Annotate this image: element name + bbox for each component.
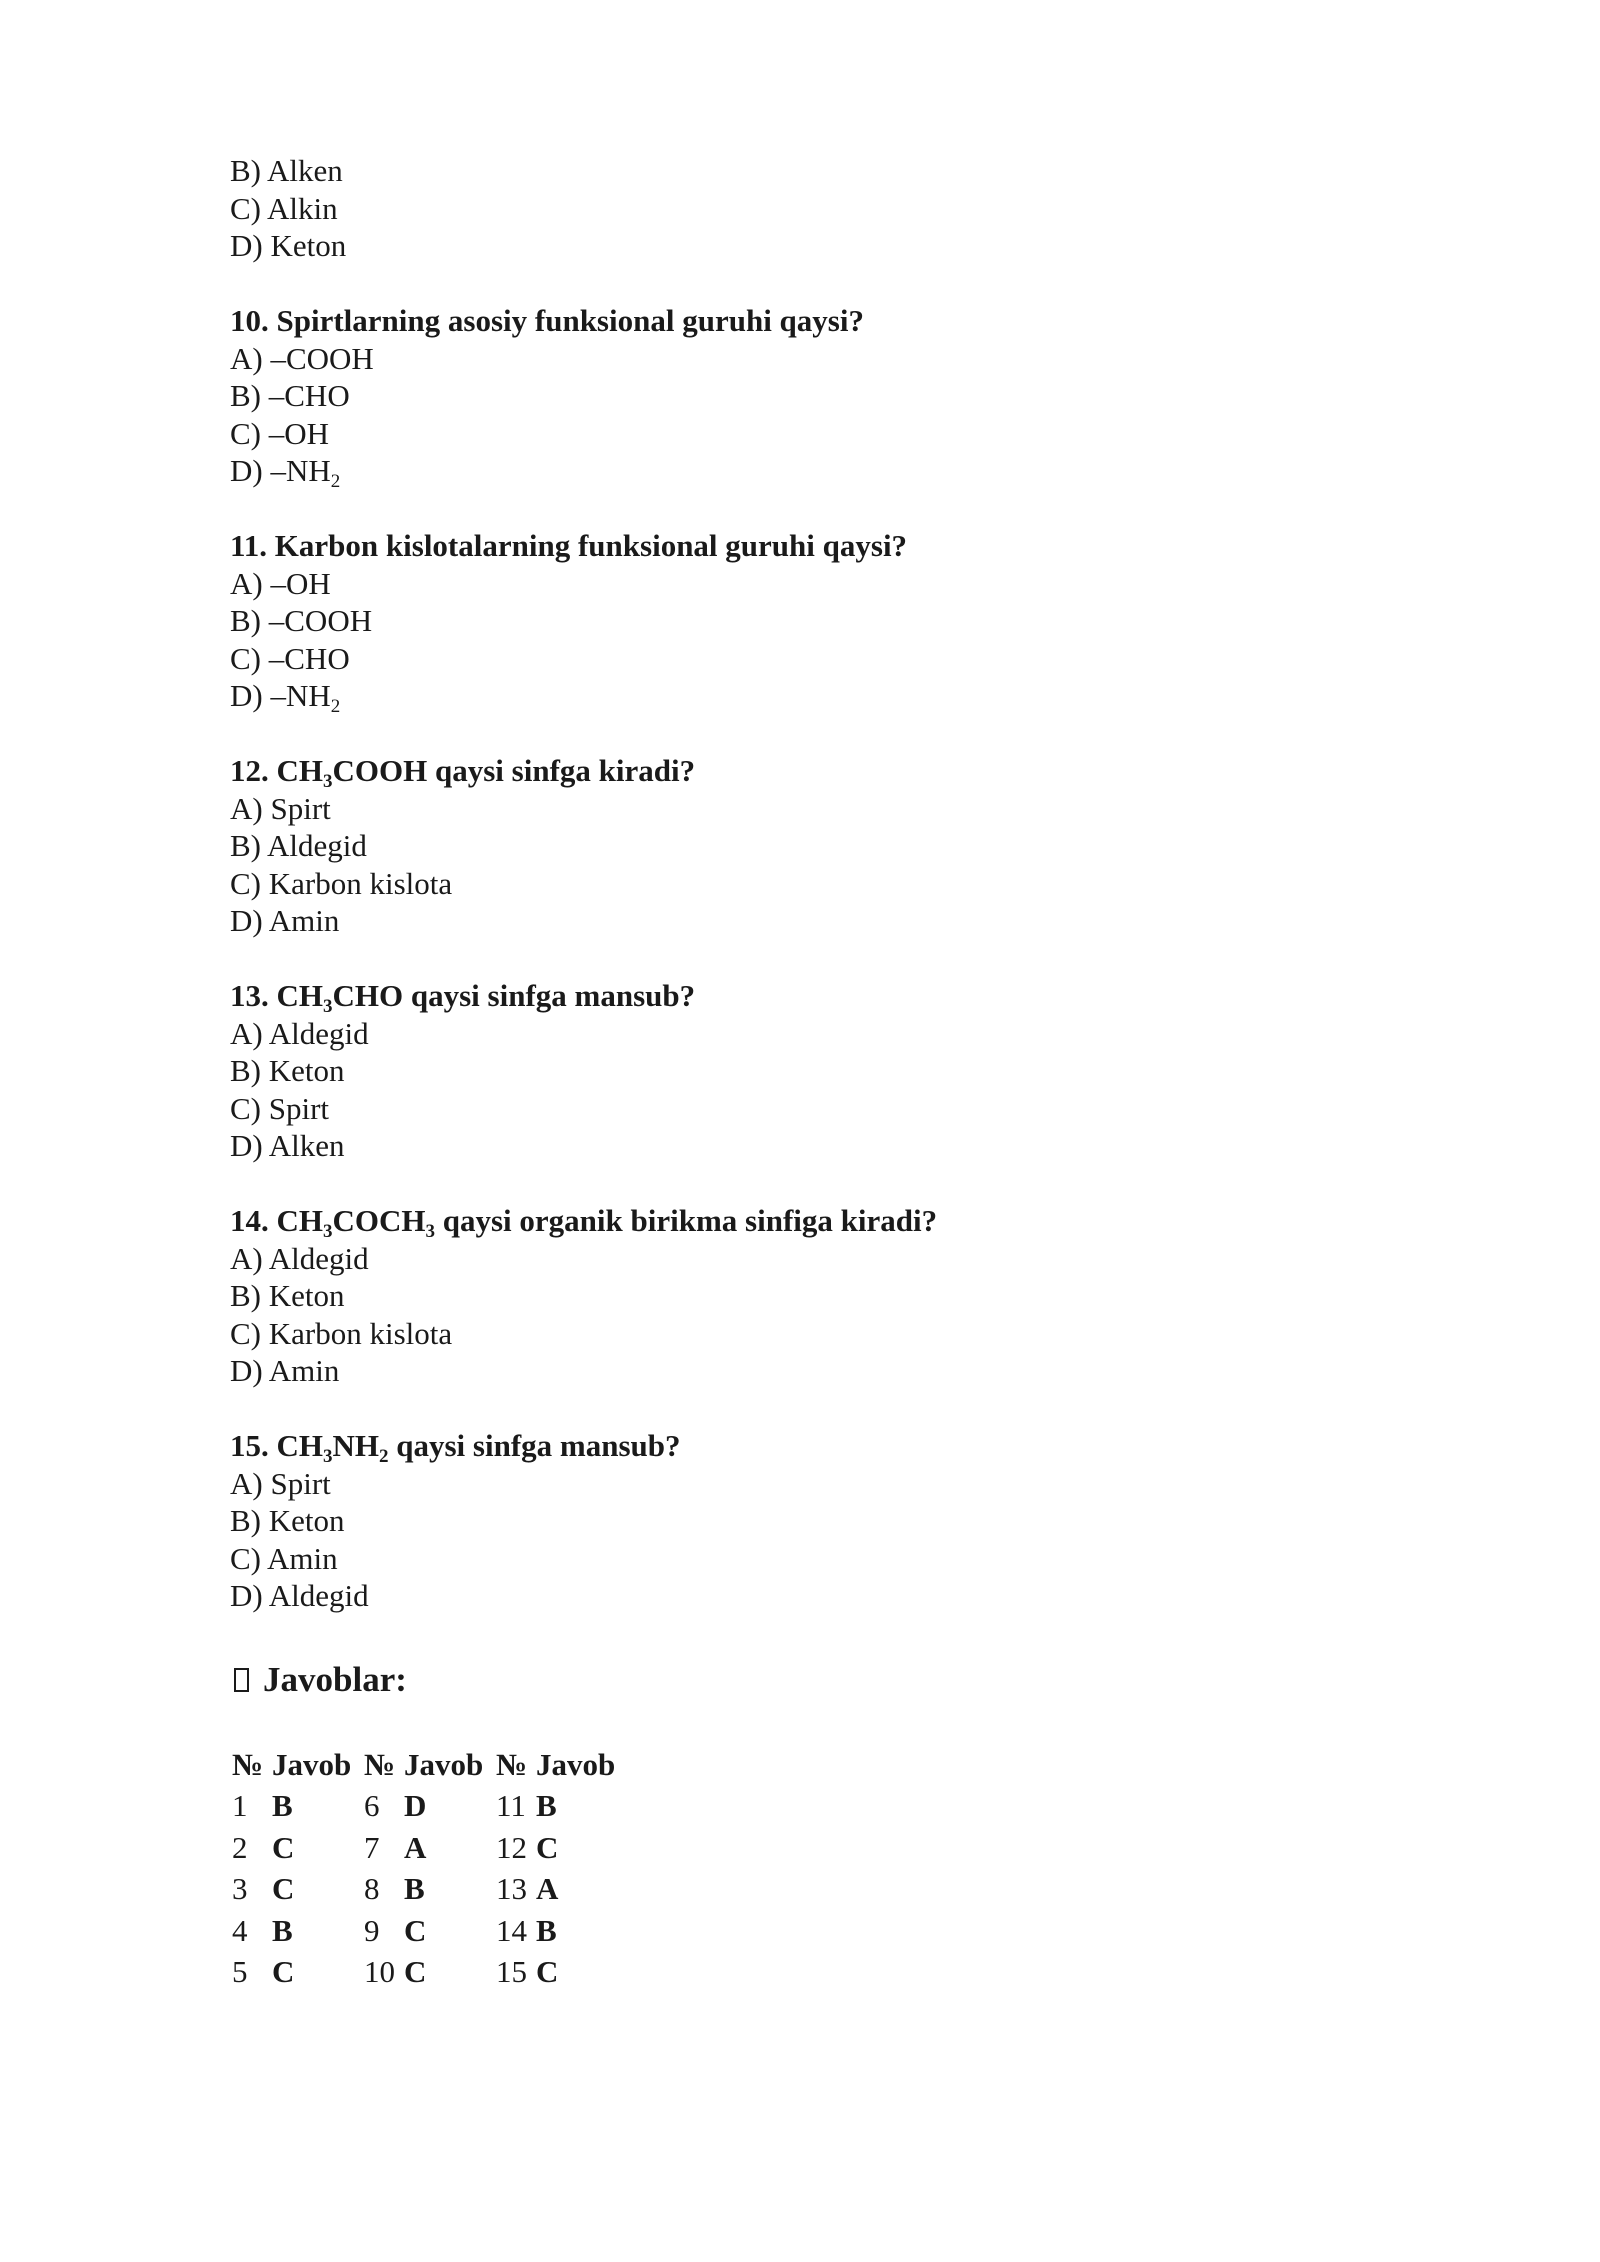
option: A) Aldegid [230, 1015, 369, 1051]
question-number-cell: 12 [496, 1829, 527, 1865]
question-title [230, 1427, 1430, 1465]
question-number: 12. [230, 753, 269, 788]
answer-cell: B [536, 1912, 557, 1948]
option: B) Keton [230, 1278, 345, 1313]
answer-cell: C [536, 1829, 559, 1865]
option: D) $-NH_2$ [230, 453, 341, 492]
option: C) –CHO [230, 640, 350, 676]
answers-heading [230, 1658, 1430, 1702]
table-row [232, 1785, 628, 1827]
option: C) Karbon kislota [230, 865, 453, 901]
table-header-row [232, 1744, 628, 1786]
option: D) Keton [230, 228, 347, 263]
option: D) $-NH_2$ [230, 678, 341, 717]
question-15 [230, 1427, 1430, 1615]
question-10 [230, 302, 1430, 490]
answer-cell: C [404, 1912, 427, 1948]
question-title [230, 527, 1430, 565]
question-number-cell: 13 [496, 1871, 527, 1906]
question-number: 14. [230, 1203, 269, 1238]
question-12 [230, 752, 1430, 940]
question-number: 15. [230, 1428, 269, 1463]
leading-options [230, 152, 1430, 265]
option: D) Alken [230, 1128, 345, 1163]
question-number-cell: 6 [364, 1788, 380, 1823]
question-number-cell: 15 [496, 1954, 527, 1989]
question-number: 13. [230, 978, 269, 1013]
chemical-formula: $CH_3COCH_3$ [276, 1203, 435, 1242]
question-number-cell: 2 [232, 1829, 248, 1865]
column-header: № [496, 1746, 528, 1782]
answer-cell: A [536, 1871, 559, 1906]
table-row [232, 1910, 628, 1952]
question-number: 10. [230, 303, 269, 338]
answer-cell: C [272, 1954, 295, 1989]
option: A) Aldegid [230, 1240, 369, 1276]
question-number-cell: 8 [364, 1871, 380, 1906]
question-number-cell: 9 [364, 1912, 380, 1948]
answer-cell: C [272, 1871, 295, 1906]
option: B) Aldegid [230, 828, 367, 863]
answer-cell: B [272, 1912, 293, 1948]
option: A) –COOH [230, 340, 374, 376]
question-13 [230, 977, 1430, 1165]
answers-heading-text: Javoblar: [263, 1659, 407, 1699]
option: A) –OH [230, 565, 331, 601]
table-row [232, 1951, 628, 1993]
question-title [230, 1202, 1430, 1240]
option: D) Amin [230, 1353, 340, 1388]
answer-cell: C [536, 1954, 559, 1989]
question-title [230, 752, 1430, 790]
table-row [232, 1827, 628, 1869]
option: A) Spirt [230, 790, 331, 826]
question-number-cell: 7 [364, 1829, 380, 1865]
option: D) Amin [230, 903, 340, 938]
document-page [230, 152, 1430, 1993]
column-header: № [364, 1746, 396, 1782]
answer-cell: D [404, 1788, 427, 1823]
question-number-cell: 11 [496, 1788, 526, 1823]
answer-cell: B [536, 1788, 557, 1823]
question-number-cell: 10 [364, 1954, 395, 1989]
question-number-cell: 1 [232, 1788, 248, 1823]
option: C) Alkin [230, 190, 338, 226]
option: B) Keton [230, 1053, 345, 1088]
chemical-formula: $CH_3CHO$ [276, 978, 404, 1017]
question-text: qaysi organik birikma sinfiga kiradi? [442, 1203, 938, 1238]
question-text: Karbon kislotalarning funksional guruhi qaysi? [274, 528, 908, 563]
answers-table [232, 1744, 628, 1993]
column-header: № [232, 1746, 264, 1782]
column-header: Javob [272, 1746, 352, 1782]
answer-cell: B [404, 1871, 425, 1906]
column-header: Javob [536, 1746, 616, 1782]
option: B) Keton [230, 1503, 345, 1538]
question-title [230, 977, 1430, 1015]
option: B) –COOH [230, 603, 373, 638]
question-11 [230, 527, 1430, 715]
question-text: qaysi sinfga mansub? [396, 1428, 681, 1463]
chemical-formula: $CH_3NH_2$ [276, 1428, 389, 1467]
answer-cell: C [404, 1954, 427, 1989]
answer-cell: B [272, 1788, 293, 1823]
option: C) Karbon kislota [230, 1315, 453, 1351]
option: B) –CHO [230, 378, 350, 413]
option: C) –OH [230, 415, 330, 451]
option: C) Spirt [230, 1090, 330, 1126]
option: D) Aldegid [230, 1578, 369, 1613]
question-number-cell: 14 [496, 1912, 527, 1948]
chemical-formula: $CH_3COOH$ [276, 753, 428, 792]
question-text: qaysi sinfga kiradi? [434, 753, 696, 788]
option: B) Alken [230, 153, 343, 188]
missing-glyph-icon [234, 1668, 249, 1692]
question-14 [230, 1202, 1430, 1390]
answer-cell: C [272, 1829, 295, 1865]
table-row [232, 1868, 628, 1910]
question-number-cell: 4 [232, 1912, 248, 1948]
question-text: Spirtlarning asosiy funksional guruhi qaysi? [276, 303, 864, 338]
option: A) Spirt [230, 1465, 331, 1501]
column-header: Javob [404, 1746, 484, 1782]
question-text: qaysi sinfga mansub? [410, 978, 696, 1013]
question-number: 11. [230, 528, 268, 563]
question-title [230, 302, 1430, 340]
answer-cell: A [404, 1829, 427, 1865]
option: C) Amin [230, 1540, 338, 1576]
question-number-cell: 3 [232, 1871, 248, 1906]
question-number-cell: 5 [232, 1954, 248, 1989]
